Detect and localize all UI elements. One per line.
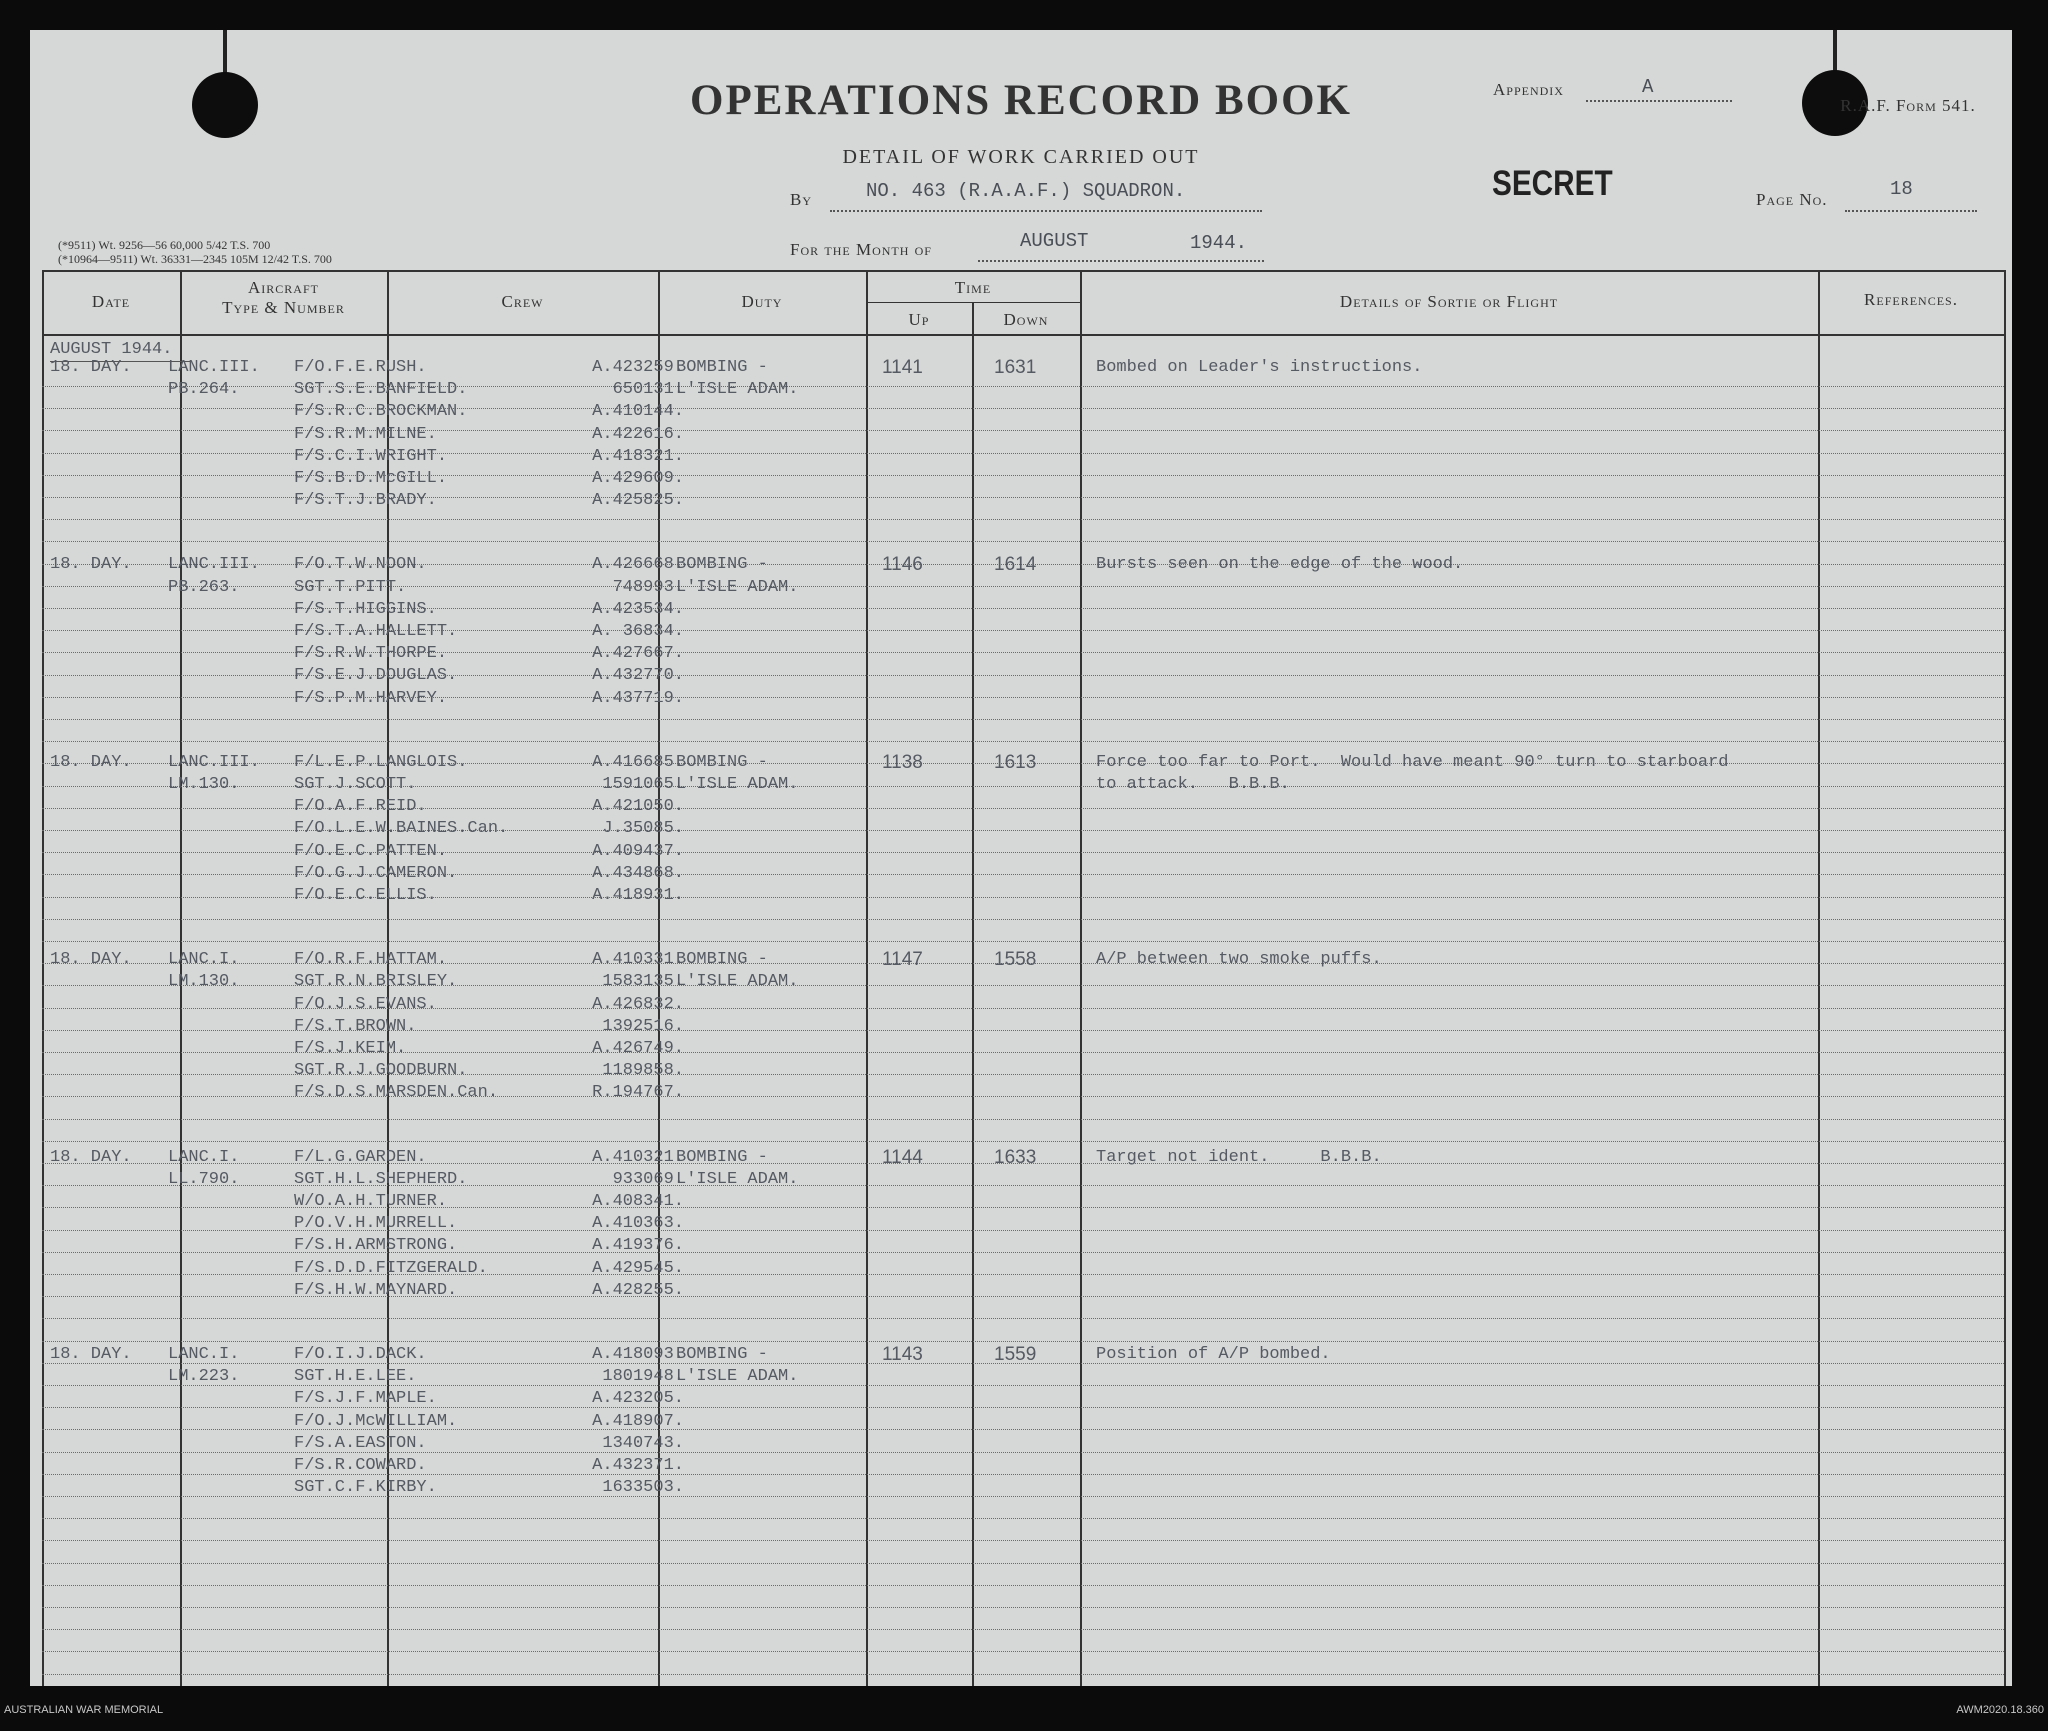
month-value: AUGUST (1020, 230, 1089, 252)
time-up: 1141 (882, 357, 923, 378)
squadron-value: NO. 463 (R.A.A.F.) SQUADRON. (866, 180, 1186, 202)
duty-line-1: BOMBING - (676, 555, 768, 575)
crew-service-number: 933069. (612, 1169, 684, 1189)
details-line-1: Position of A/P bombed. (1096, 1345, 1331, 1364)
header-aircraft: Aircraft (248, 278, 319, 297)
crew-name: F/S.T.J.BRADY. (294, 491, 437, 511)
crew-name: F/S.C.I.WRIGHT. (294, 446, 448, 466)
crew-name: F/S.E.J.DOUGLAS. (294, 666, 458, 686)
header-references: References. (1864, 290, 1958, 309)
row-guide-line (42, 1651, 2004, 1652)
row-guide-line (42, 719, 2004, 720)
crew-service-number: A.426668. (592, 555, 684, 575)
crew-name: F/S.D.S.MARSDEN.Can. (294, 1083, 499, 1103)
duty-line-1: BOMBING - (676, 1345, 768, 1364)
row-guide-line (42, 1341, 2004, 1342)
crew-name: SGT.H.L.SHEPHERD. (294, 1169, 468, 1189)
crew-name: F/S.H.W.MAYNARD. (294, 1280, 458, 1300)
duty-line-2: L'ISLE ADAM. (676, 972, 799, 992)
crew-service-number: A.422616. (592, 424, 684, 444)
row-guide-line (42, 1518, 2004, 1519)
row-guide-line (42, 519, 2004, 520)
by-label: By (790, 190, 813, 209)
row-guide-line (42, 541, 2004, 542)
row-guide-line (42, 741, 2004, 742)
document-subtitle: DETAIL OF WORK CARRIED OUT (842, 146, 1200, 168)
duty-line-2: L'ISLE ADAM. (676, 577, 799, 597)
row-guide-line (42, 1141, 2004, 1142)
sortie-date: 18. DAY. (50, 555, 132, 575)
crew-name: F/O.E.C.ELLIS. (294, 886, 437, 905)
time-up: 1143 (882, 1344, 923, 1365)
crew-name: F/O.T.W.NOON. (294, 555, 427, 575)
crew-name: F/S.R.C.BROCKMAN. (294, 402, 468, 422)
row-guide-line (42, 1629, 2004, 1630)
crew-service-number: A.429545. (592, 1258, 684, 1278)
crew-name: SGT.S.E.BANFIELD. (294, 380, 468, 400)
time-down: 1559 (994, 1344, 1037, 1365)
time-down: 1614 (994, 554, 1037, 576)
appendix-label: Appendix (1493, 80, 1564, 99)
footer-accession: AWM2020.18.360 (1956, 1704, 2044, 1716)
crew-name: F/L.E.P.LANGLOIS. (294, 752, 468, 772)
aircraft-number: LM.130. (168, 775, 240, 794)
aircraft-number: LM.130. (168, 972, 240, 992)
duty-line-2: L'ISLE ADAM. (676, 1367, 799, 1387)
crew-service-number: A.432770. (592, 666, 684, 686)
crew-name: SGT.R.J.GOODBURN. (294, 1061, 468, 1081)
details-line-1: A/P between two smoke puffs. (1096, 950, 1382, 970)
aircraft-type: LANC.III. (168, 358, 260, 377)
crew-name: SGT.H.E.LEE. (294, 1367, 417, 1387)
year-value: 1944. (1190, 232, 1248, 254)
appendix-value: A (1642, 76, 1654, 98)
crew-name: P/O.V.H.MURRELL. (294, 1214, 458, 1234)
duty-line-2: L'ISLE ADAM. (676, 775, 799, 794)
time-up: 1144 (882, 1146, 923, 1168)
time-up: 1138 (882, 751, 923, 773)
time-down: 1558 (994, 949, 1037, 971)
sortie-date: 18. DAY. (50, 950, 132, 970)
aircraft-number: LL.790. (168, 1169, 240, 1189)
crew-name: F/O.I.J.DACK. (294, 1345, 427, 1364)
crew-service-number: A.418321. (592, 446, 684, 466)
crew-service-number: A.410363. (592, 1214, 684, 1234)
crew-service-number: 1189858. (602, 1061, 684, 1081)
row-guide-line (42, 1119, 2004, 1120)
crew-service-number: 650131. (612, 380, 684, 400)
crew-service-number: A.410144. (592, 402, 684, 422)
crew-name: F/S.B.D.McGILL. (294, 469, 448, 488)
details-line-1: Force too far to Port. Would have meant 90° turn to starboard (1096, 752, 1729, 772)
secret-stamp: SECRET (1492, 164, 1613, 203)
page-number-value: 18 (1890, 178, 1913, 200)
crew-service-number: J.35085. (602, 819, 684, 839)
sortie-date: 18. DAY. (50, 1147, 132, 1167)
crew-name: F/O.J.S.EVANS. (294, 994, 437, 1014)
header-details: Details of Sortie or Flight (1339, 292, 1559, 311)
sortie-date: 18. DAY. (50, 752, 132, 772)
col-rule-8 (2004, 270, 2006, 1686)
crew-service-number: A.423259. (592, 358, 684, 377)
crew-service-number: A.418931. (592, 886, 684, 905)
crew-name: SGT.T.PITT. (294, 577, 407, 597)
crew-name: SGT.R.N.BRISLEY. (294, 972, 458, 992)
aircraft-number: PB.264. (168, 380, 240, 400)
header-date: Date (91, 292, 131, 311)
crew-name: F/S.T.BROWN. (294, 1016, 417, 1036)
page-number-line (1845, 210, 1977, 212)
header-crew: Crew (501, 292, 544, 311)
time-down: 1633 (994, 1146, 1037, 1168)
crew-service-number: A.418907. (592, 1411, 684, 1431)
crew-service-number: A.429609. (592, 469, 684, 488)
record-sheet (30, 30, 2012, 1686)
details-line-2: to attack. B.B.B. (1096, 775, 1290, 794)
crew-service-number: 1392516. (602, 1016, 684, 1036)
aircraft-number: PB.263. (168, 577, 240, 597)
table-top-rule (42, 270, 2004, 272)
crew-name: F/O.R.F.HATTAM. (294, 950, 448, 970)
crew-service-number: A.426749. (592, 1039, 684, 1058)
crew-service-number: 748993. (612, 577, 684, 597)
row-guide-line (42, 1674, 2004, 1675)
crew-service-number: 1633503. (602, 1478, 684, 1498)
crew-name: F/S.P.M.HARVEY. (294, 688, 448, 708)
section-label: AUGUST 1944. (50, 340, 173, 359)
crew-service-number: A.425825. (592, 491, 684, 511)
crew-service-number: A.428255. (592, 1280, 684, 1300)
crew-name: F/S.T.A.HALLETT. (294, 622, 458, 641)
crew-service-number: A.427667. (592, 644, 684, 664)
crew-name: SGT.C.F.KIRBY. (294, 1478, 437, 1498)
duty-line-1: BOMBING - (676, 950, 768, 970)
time-up: 1147 (882, 949, 923, 971)
duty-line-1: BOMBING - (676, 358, 768, 377)
row-guide-line (42, 1563, 2004, 1564)
crew-name: F/S.A.EASTON. (294, 1433, 427, 1453)
crew-service-number: 1801948. (602, 1367, 684, 1387)
sortie-date: 18. DAY. (50, 358, 132, 377)
binder-slot-right (1833, 30, 1837, 74)
header-type-number: Type & Number (222, 298, 345, 317)
crew-name: F/S.R.M.MILNE. (294, 424, 437, 444)
table-header-rule (42, 334, 2004, 336)
aircraft-type: LANC.I. (168, 950, 240, 970)
row-guide-line (42, 919, 2004, 920)
header-down: Down (1003, 310, 1049, 329)
month-line (978, 260, 1264, 262)
crew-service-number: A.416685. (592, 752, 684, 772)
header-duty: Duty (741, 292, 783, 311)
crew-name: F/O.A.F.REID. (294, 797, 427, 817)
crew-service-number: A.418093. (592, 1345, 684, 1364)
duty-line-1: BOMBING - (676, 752, 768, 772)
aircraft-type: LANC.I. (168, 1345, 240, 1364)
crew-name: F/O.G.J.CAMERON. (294, 863, 458, 883)
crew-service-number: A.423205. (592, 1389, 684, 1409)
footer-credit: AUSTRALIAN WAR MEMORIAL (4, 1704, 164, 1716)
row-guide-line (42, 1607, 2004, 1608)
crew-name: F/S.R.COWARD. (294, 1456, 427, 1475)
crew-name: F/S.J.KEIM. (294, 1039, 407, 1058)
time-up: 1146 (882, 554, 923, 576)
col-rule-5 (972, 302, 974, 1686)
crew-service-number: A.419376. (592, 1236, 684, 1256)
crew-service-number: A.432371. (592, 1456, 684, 1475)
aircraft-type: LANC.III. (168, 752, 260, 772)
crew-service-number: A. 36834. (592, 622, 684, 641)
header-up: Up (908, 310, 930, 329)
crew-service-number: A.434868. (592, 863, 684, 883)
row-guide-line (42, 1585, 2004, 1586)
print-code-2: (*10964—9511) Wt. 36331—2345 105M 12/42 T.S. 700 (58, 252, 332, 266)
page-number-label: Page No. (1756, 190, 1828, 209)
crew-service-number: A.421050. (592, 797, 684, 817)
details-line-1: Target not ident. B.B.B. (1096, 1147, 1382, 1167)
crew-name: W/O.A.H.TURNER. (294, 1192, 448, 1211)
crew-service-number: R.194767. (592, 1083, 684, 1103)
sortie-date: 18. DAY. (50, 1345, 132, 1364)
aircraft-type: LANC.III. (168, 555, 260, 575)
crew-service-number: A.423534. (592, 599, 684, 619)
crew-service-number: A.408341. (592, 1192, 684, 1211)
details-line-1: Bombed on Leader's instructions. (1096, 358, 1423, 377)
crew-name: F/S.T.HIGGINS. (294, 599, 437, 619)
crew-name: F/O.E.C.PATTEN. (294, 841, 448, 861)
crew-name: F/L.G.GARDEN. (294, 1147, 427, 1167)
print-code-1: (*9511) Wt. 9256—56 60,000 5/42 T.S. 700 (58, 238, 271, 252)
crew-service-number: A.410331. (592, 950, 684, 970)
crew-name: F/S.J.F.MAPLE. (294, 1389, 437, 1409)
crew-service-number: A.409437. (592, 841, 684, 861)
duty-line-1: BOMBING - (676, 1147, 768, 1167)
crew-service-number: 1583135. (602, 972, 684, 992)
by-line (830, 210, 1262, 212)
duty-line-2: L'ISLE ADAM. (676, 1169, 799, 1189)
crew-name: F/S.D.D.FITZGERALD. (294, 1258, 488, 1278)
crew-name: F/S.R.W.THORPE. (294, 644, 448, 664)
crew-service-number: 1591065. (602, 775, 684, 794)
crew-service-number: A.437719. (592, 688, 684, 708)
crew-service-number: A.410321. (592, 1147, 684, 1167)
aircraft-number: LM.223. (168, 1367, 240, 1387)
time-down: 1631 (994, 357, 1037, 378)
crew-service-number: 1340743. (602, 1433, 684, 1453)
duty-line-2: L'ISLE ADAM. (676, 380, 799, 400)
aircraft-type: LANC.I. (168, 1147, 240, 1167)
header-time: Time (954, 278, 992, 297)
form-label: R.A.F. Form 541. (1840, 96, 1976, 115)
row-guide-line (42, 941, 2004, 942)
details-line-1: Bursts seen on the edge of the wood. (1096, 555, 1464, 575)
crew-name: F/S.H.ARMSTRONG. (294, 1236, 458, 1256)
crew-name: F/O.F.E.RUSH. (294, 358, 427, 377)
binder-slot-left (223, 30, 227, 76)
document-title: OPERATIONS RECORD BOOK (690, 77, 1352, 124)
row-guide-line (42, 1540, 2004, 1541)
crew-name: SGT.J.SCOTT. (294, 775, 417, 794)
month-label: For the Month of (790, 240, 932, 259)
crew-service-number: A.426832. (592, 994, 684, 1014)
crew-name: F/O.J.McWILLIAM. (294, 1411, 458, 1431)
time-down: 1613 (994, 751, 1037, 773)
row-guide-line (42, 1318, 2004, 1319)
appendix-line (1586, 100, 1732, 102)
crew-name: F/O.L.E.W.BAINES.Can. (294, 819, 509, 839)
